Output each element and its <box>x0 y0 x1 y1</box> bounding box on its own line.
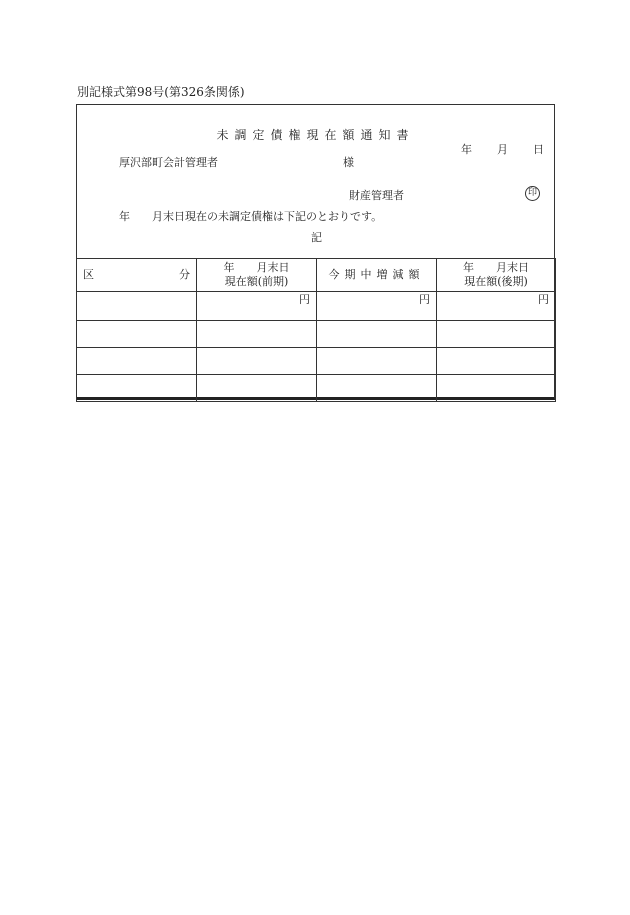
cell-empty <box>437 348 556 375</box>
addressee: 厚沢部町会計管理者 <box>119 156 218 169</box>
header-prev <box>197 259 317 292</box>
header-next-line2: 現在額(後期) <box>464 275 528 288</box>
date-line <box>461 141 544 157</box>
table-row <box>77 348 556 375</box>
sender: 財産管理者 <box>349 189 404 202</box>
cell-next-unit: 円 <box>437 292 556 321</box>
header-kubun <box>77 259 197 292</box>
ki-heading: 記 <box>311 231 322 244</box>
table-row <box>77 292 556 321</box>
body-text: 年 月末日現在の未調定債権は下記のとおりです。 <box>119 210 383 223</box>
cell-empty <box>437 321 556 348</box>
seal-mark: 印 <box>525 186 540 201</box>
date-month: 月 <box>497 143 508 156</box>
cell-empty <box>437 375 556 402</box>
header-prev-line2: 現在額(前期) <box>224 275 289 288</box>
header-next-line1: 年 月末日 <box>463 261 529 274</box>
cell-kubun <box>77 292 197 321</box>
cell-change-unit: 円 <box>317 292 437 321</box>
cell-empty <box>197 321 317 348</box>
cell-empty <box>77 321 197 348</box>
cell-empty <box>197 375 317 402</box>
form-title: 未調定債権現在額通知書 <box>216 128 415 142</box>
form-caption: 別記様式第98号(第326条関係) <box>77 85 245 99</box>
cell-empty <box>317 321 437 348</box>
cell-empty <box>317 348 437 375</box>
cell-empty <box>77 348 197 375</box>
cell-empty <box>317 375 437 402</box>
header-kubun-right: 分 <box>179 268 190 281</box>
header-change: 今期中増減額 <box>317 259 437 292</box>
date-year: 年 <box>461 143 472 156</box>
header-next <box>437 259 556 292</box>
header-prev-line1: 年 月末日 <box>223 261 290 274</box>
notice-form <box>76 104 555 400</box>
table-row <box>77 321 556 348</box>
amount-table <box>76 258 556 402</box>
cell-empty <box>77 375 197 402</box>
cell-prev-unit: 円 <box>197 292 317 321</box>
table-header-row <box>77 259 556 292</box>
date-day: 日 <box>533 143 544 156</box>
table-row <box>77 375 556 402</box>
cell-empty <box>197 348 317 375</box>
honorific: 様 <box>343 156 354 169</box>
header-kubun-left: 区 <box>83 268 94 281</box>
